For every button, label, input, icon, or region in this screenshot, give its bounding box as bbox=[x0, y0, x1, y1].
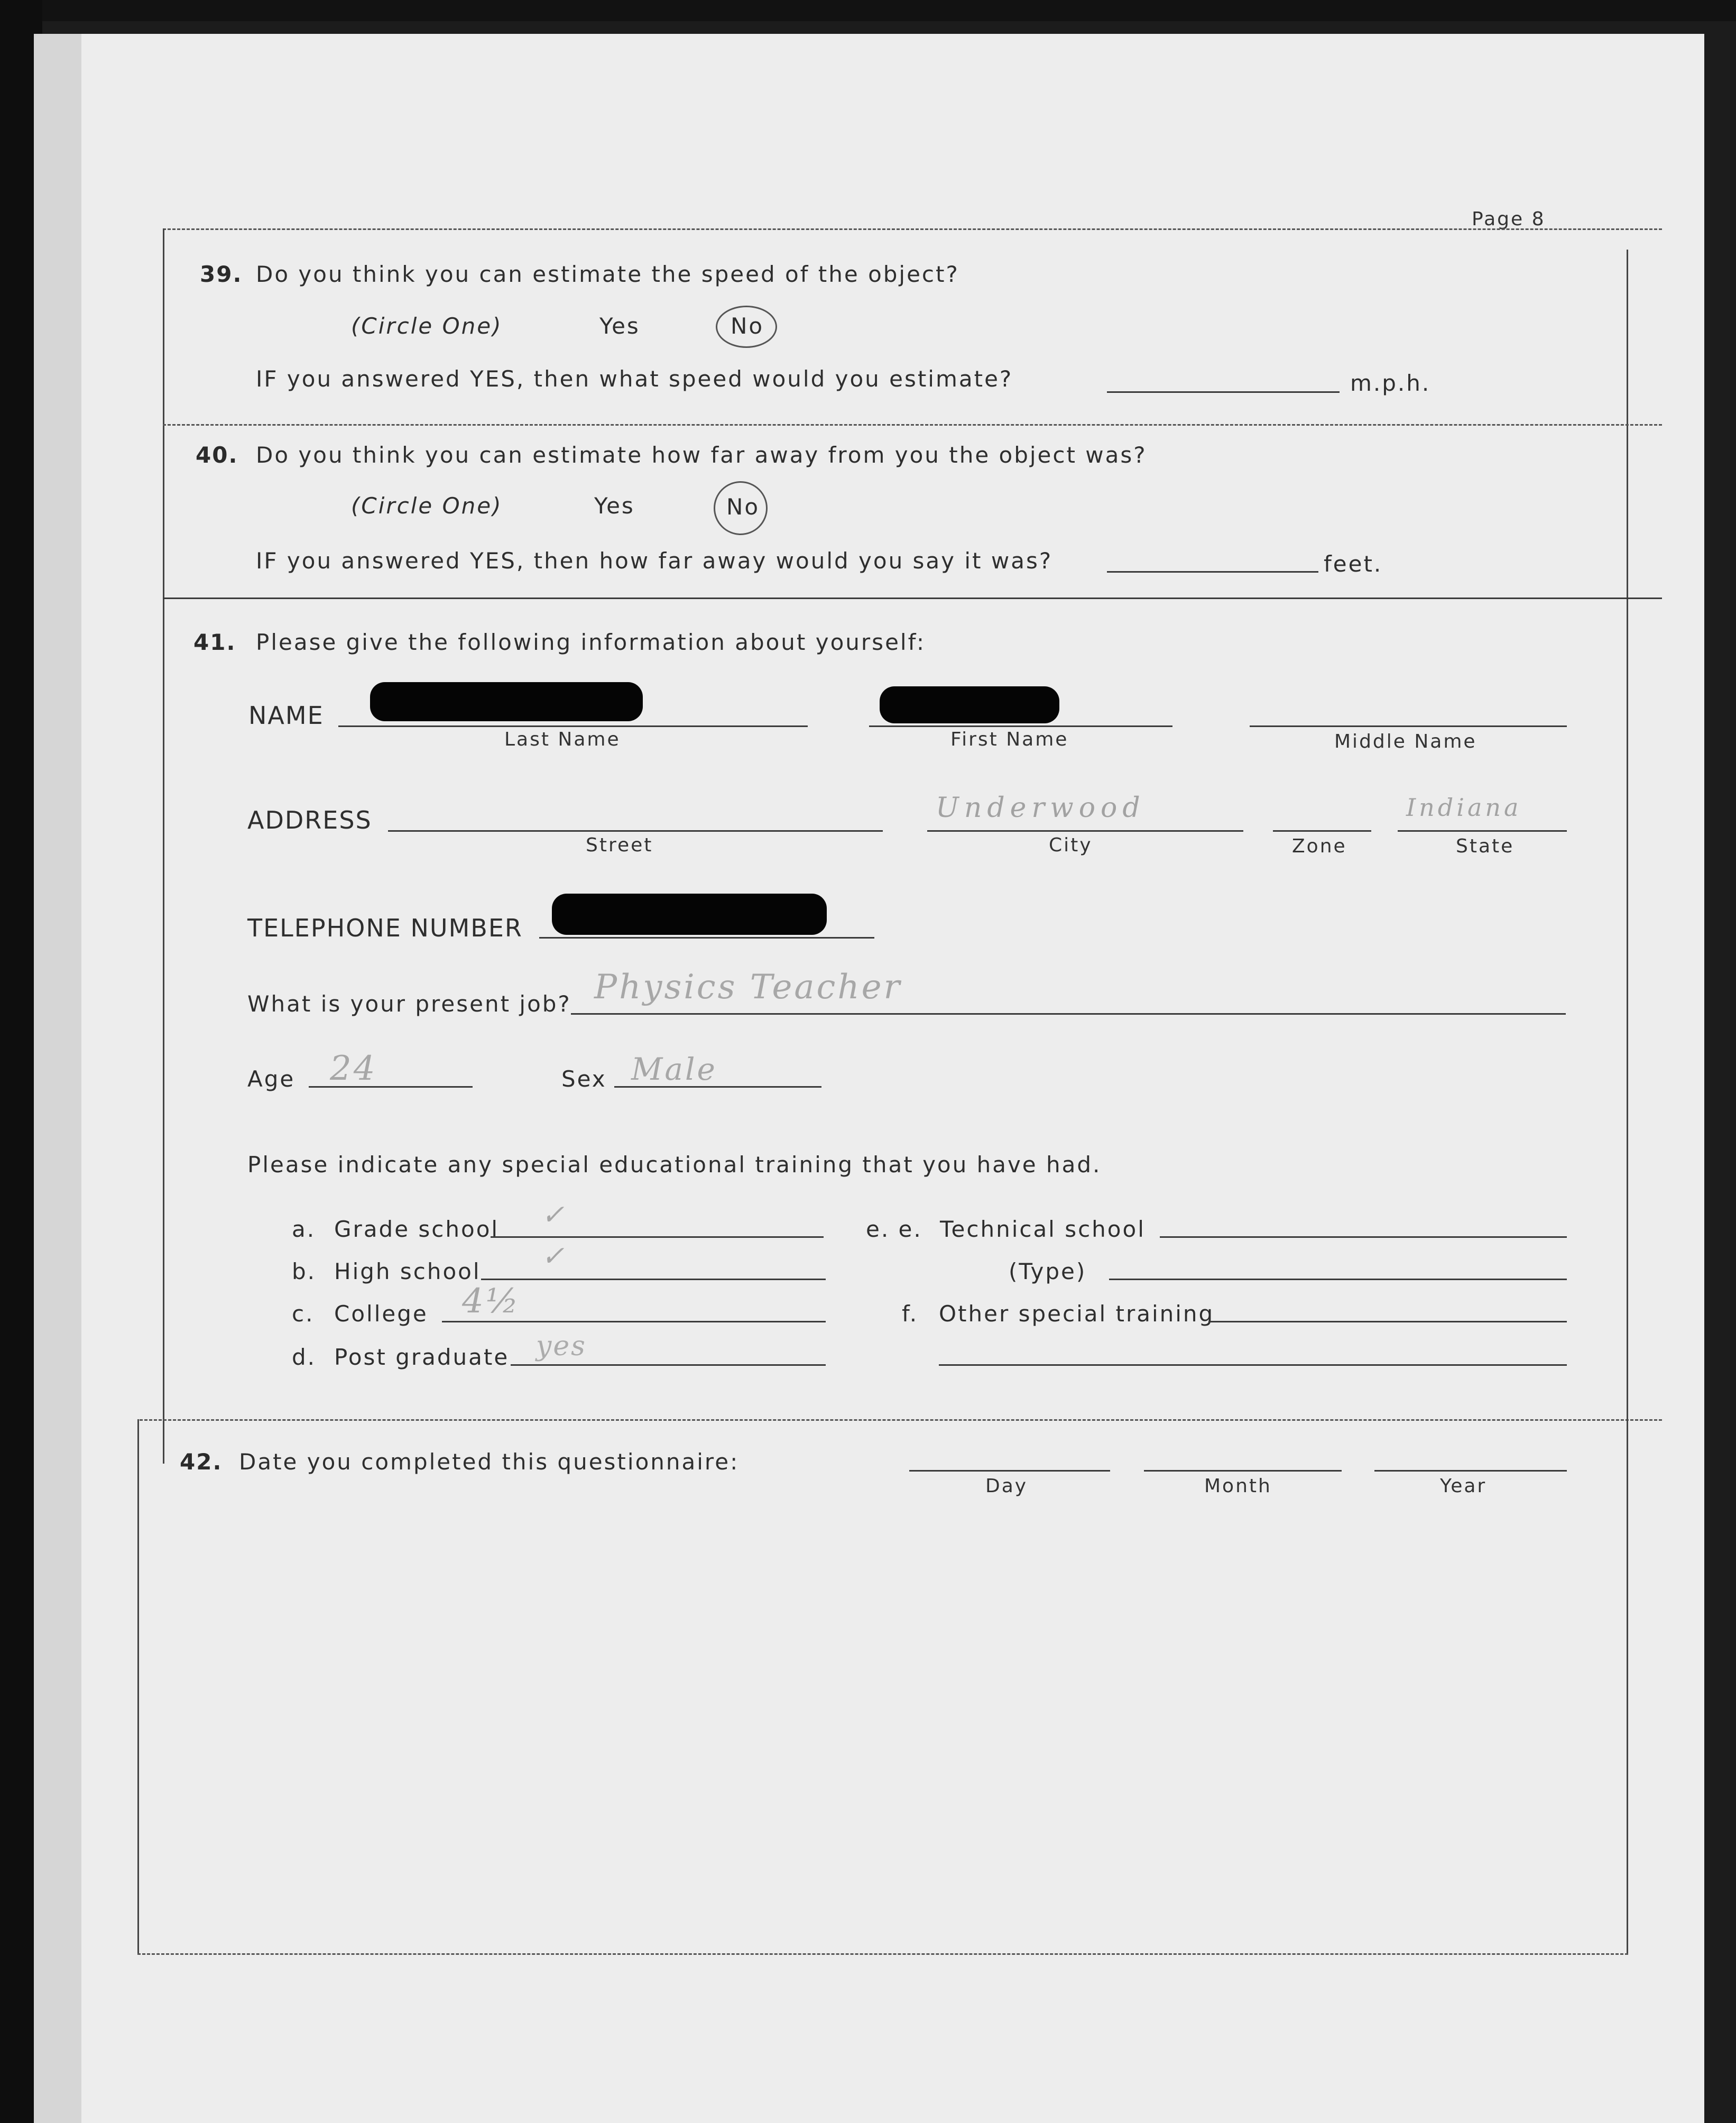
q39-circle-label: (Circle One) bbox=[351, 313, 503, 339]
street-field[interactable] bbox=[388, 830, 883, 832]
redaction-last-name bbox=[370, 682, 643, 721]
redaction-telephone bbox=[552, 894, 827, 935]
last-name-field[interactable] bbox=[338, 725, 808, 727]
lower-box-left-border bbox=[137, 1419, 139, 1953]
redaction-first-name bbox=[880, 686, 1059, 723]
city-value: Underwood bbox=[936, 792, 1146, 824]
q41-intro: Please give the following information about yourself: bbox=[256, 629, 926, 655]
post-graduate-field[interactable] bbox=[511, 1364, 826, 1366]
edu-c-letter: c. bbox=[292, 1301, 315, 1327]
form-page bbox=[34, 34, 1704, 2123]
q39-unit: m.p.h. bbox=[1350, 370, 1431, 396]
q40-yes-option[interactable]: Yes bbox=[594, 493, 635, 519]
technical-school-field[interactable] bbox=[1160, 1236, 1567, 1238]
box-left-border bbox=[163, 228, 164, 1464]
job-value: Physics Teacher bbox=[594, 968, 902, 1007]
month-caption: Month bbox=[1204, 1475, 1272, 1497]
college-value: 4½ bbox=[462, 1282, 521, 1321]
q42-question: Date you completed this questionnaire: bbox=[239, 1449, 740, 1475]
first-name-field[interactable] bbox=[869, 725, 1172, 727]
box-top-border bbox=[163, 228, 1662, 230]
edu-a-label: Grade school bbox=[334, 1216, 500, 1242]
college-field[interactable] bbox=[442, 1321, 826, 1322]
street-caption: Street bbox=[586, 834, 653, 856]
telephone-field[interactable] bbox=[539, 937, 874, 939]
q39-followup: IF you answered YES, then what speed would you estimate? bbox=[256, 366, 1013, 392]
q40-circle-label: (Circle One) bbox=[351, 493, 503, 519]
zone-caption: Zone bbox=[1292, 835, 1347, 857]
last-name-caption: Last Name bbox=[504, 729, 621, 750]
middle-name-caption: Middle Name bbox=[1334, 731, 1477, 752]
date-year-field[interactable] bbox=[1374, 1470, 1567, 1472]
high-school-check: ✓ bbox=[541, 1240, 566, 1272]
state-caption: State bbox=[1456, 835, 1515, 857]
other-training-field[interactable] bbox=[1208, 1321, 1567, 1322]
date-month-field[interactable] bbox=[1144, 1470, 1342, 1472]
post-graduate-value: yes bbox=[536, 1330, 587, 1362]
edu-f-letter: f. bbox=[902, 1301, 919, 1327]
city-caption: City bbox=[1049, 834, 1093, 856]
date-day-field[interactable] bbox=[909, 1470, 1110, 1472]
age-label: Age bbox=[247, 1066, 296, 1092]
edu-b-letter: b. bbox=[292, 1258, 317, 1284]
year-caption: Year bbox=[1440, 1475, 1487, 1497]
age-value: 24 bbox=[330, 1049, 377, 1088]
page-shadow bbox=[34, 34, 81, 2123]
city-field[interactable] bbox=[927, 830, 1243, 832]
edu-e-label: Technical school bbox=[940, 1216, 1146, 1242]
q42-number: 42. bbox=[180, 1449, 223, 1475]
divider-40-41 bbox=[163, 598, 1662, 599]
divider-39-40 bbox=[163, 424, 1662, 426]
edu-f-label: Other special training bbox=[939, 1301, 1215, 1327]
state-field[interactable] bbox=[1398, 830, 1567, 832]
day-caption: Day bbox=[985, 1475, 1028, 1497]
q39-number: 39. bbox=[200, 261, 243, 287]
q40-followup: IF you answered YES, then how far away would you say it was? bbox=[256, 548, 1053, 574]
page-label: Page 8 bbox=[1472, 208, 1546, 230]
box-right-border bbox=[1627, 250, 1628, 1460]
other-training-field-2[interactable] bbox=[939, 1364, 1567, 1366]
job-label: What is your present job? bbox=[247, 991, 571, 1017]
education-prompt: Please indicate any special educational training that you have had. bbox=[247, 1152, 1102, 1178]
edu-c-label: College bbox=[334, 1301, 428, 1327]
divider-41-42 bbox=[140, 1419, 1662, 1421]
grade-school-field[interactable] bbox=[491, 1236, 824, 1238]
q39-no-option[interactable]: No bbox=[731, 313, 764, 339]
scan-border-top bbox=[0, 0, 1736, 21]
q40-distance-input[interactable] bbox=[1107, 571, 1318, 573]
lower-box-bottom-border bbox=[137, 1953, 1628, 1955]
edu-d-label: Post graduate bbox=[334, 1344, 510, 1370]
edu-e-letter: e. e. bbox=[866, 1216, 922, 1242]
name-label: NAME bbox=[248, 701, 324, 730]
middle-name-field[interactable] bbox=[1250, 725, 1567, 727]
state-value: Indiana bbox=[1406, 793, 1522, 822]
telephone-label: TELEPHONE NUMBER bbox=[247, 914, 523, 942]
q40-unit: feet. bbox=[1324, 551, 1383, 577]
job-field[interactable] bbox=[571, 1013, 1566, 1015]
technical-type-field[interactable] bbox=[1109, 1279, 1567, 1280]
high-school-field[interactable] bbox=[481, 1279, 826, 1280]
first-name-caption: First Name bbox=[950, 729, 1069, 750]
q39-speed-input[interactable] bbox=[1107, 391, 1340, 393]
q41-number: 41. bbox=[193, 629, 236, 655]
grade-school-check: ✓ bbox=[541, 1199, 566, 1231]
sex-value: Male bbox=[631, 1051, 717, 1087]
q40-number: 40. bbox=[196, 442, 238, 468]
q39-yes-option[interactable]: Yes bbox=[599, 313, 640, 339]
lower-box-right-border bbox=[1627, 1419, 1628, 1953]
sex-label: Sex bbox=[561, 1066, 607, 1092]
edu-type-label: (Type) bbox=[1009, 1258, 1087, 1284]
edu-b-label: High school bbox=[334, 1258, 481, 1284]
edu-d-letter: d. bbox=[292, 1344, 317, 1370]
q39-question: Do you think you can estimate the speed of the object? bbox=[256, 261, 959, 287]
q40-question: Do you think you can estimate how far away from you the object was? bbox=[256, 442, 1147, 468]
address-label: ADDRESS bbox=[247, 806, 372, 834]
edu-a-letter: a. bbox=[292, 1216, 316, 1242]
q40-no-option[interactable]: No bbox=[726, 494, 760, 520]
zone-field[interactable] bbox=[1273, 830, 1371, 832]
